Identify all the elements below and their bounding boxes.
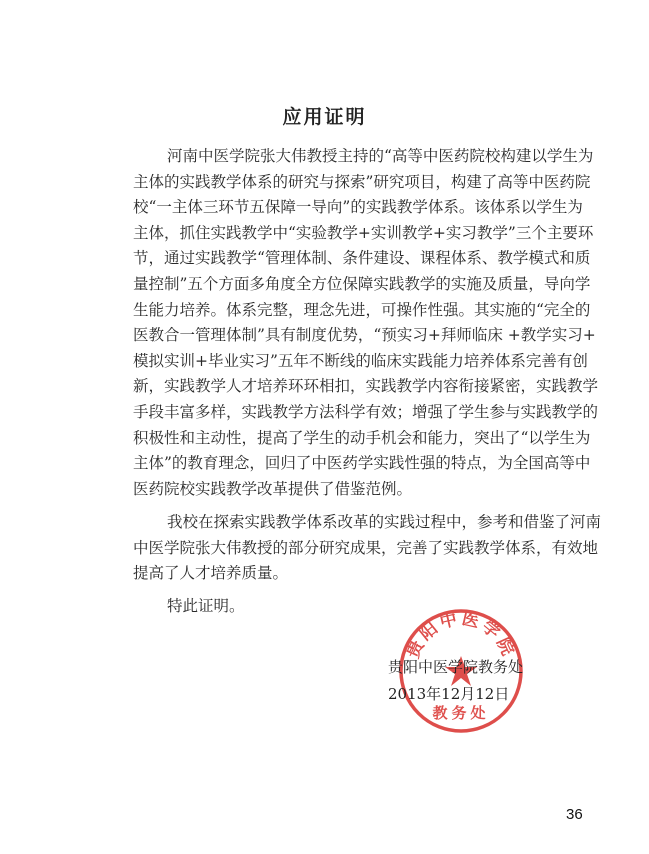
paragraph-1 [133,144,599,502]
signature-org: 贵阳中医学院教务处 [388,658,524,676]
text-line: 主体”的教育理念，回归了中医药学实践性强的特点，为全国高等中 [133,454,591,473]
text-line: 积极性和主动性，提高了学生的动手机会和能力，突出了“以学生为 [133,428,591,447]
seal-top-text: 贵阳中医学院 [403,608,519,662]
text-line: 中医学院张大伟教授的部分研究成果，完善了实践教学体系，有效地 [133,538,599,557]
text-line: 量控制”五个方面多角度全方位保障实践教学的实施及质量，导向学 [133,274,591,293]
text-line: 生能力培养。体系完整，理念先进，可操作性强。其实施的“完全的 [133,300,591,319]
text-line: 河南中医学院张大伟教授主持的“高等中医药院校构建以学生为 [167,147,594,165]
text-line: 主体，抓住实践教学中“实验教学+实训教学+实习教学”三个主要环 [133,223,594,242]
text-line: 模拟实训+毕业实习”五年不断线的临床实践能力培养体系完善有创 [133,351,588,370]
text-line: 我校在探索实践教学体系改革的实践过程中，参考和借鉴了河南 [167,513,602,531]
text-line: 节，通过实践教学“管理体制、条件建设、课程体系、教学模式和质 [133,249,591,268]
text-line: 特此证明。 [167,597,245,615]
page-number: 36 [566,806,583,823]
document-title: 应用证明 [282,106,367,128]
text-line: 提高了人才培养质量。 [133,564,289,583]
paragraph-2 [133,510,602,587]
seal-bottom-text: 教务处 [432,704,490,722]
text-line: 医教合一管理体制”具有制度优势，“预实习+拜师临床 +教学实习+ [133,326,596,345]
signature-block [388,654,523,708]
text-line: 主体的实践教学体系的研究与探索”研究项目，构建了高等中医药院 [133,172,591,191]
text-line: 校“一主体三环节五保障一导向”的实践教学体系。该体系以学生为 [133,198,583,217]
text-line: 医药院校实践教学改革提供了借鉴范例。 [133,479,413,498]
signature-date: 2013年12月12日 [388,685,510,703]
text-line: 手段丰富多样，实践教学方法科学有效；增强了学生参与实践教学的 [133,402,599,421]
text-line: 新，实践教学人才培养环环相扣，实践教学内容衔接紧密，实践教学 [133,377,599,396]
